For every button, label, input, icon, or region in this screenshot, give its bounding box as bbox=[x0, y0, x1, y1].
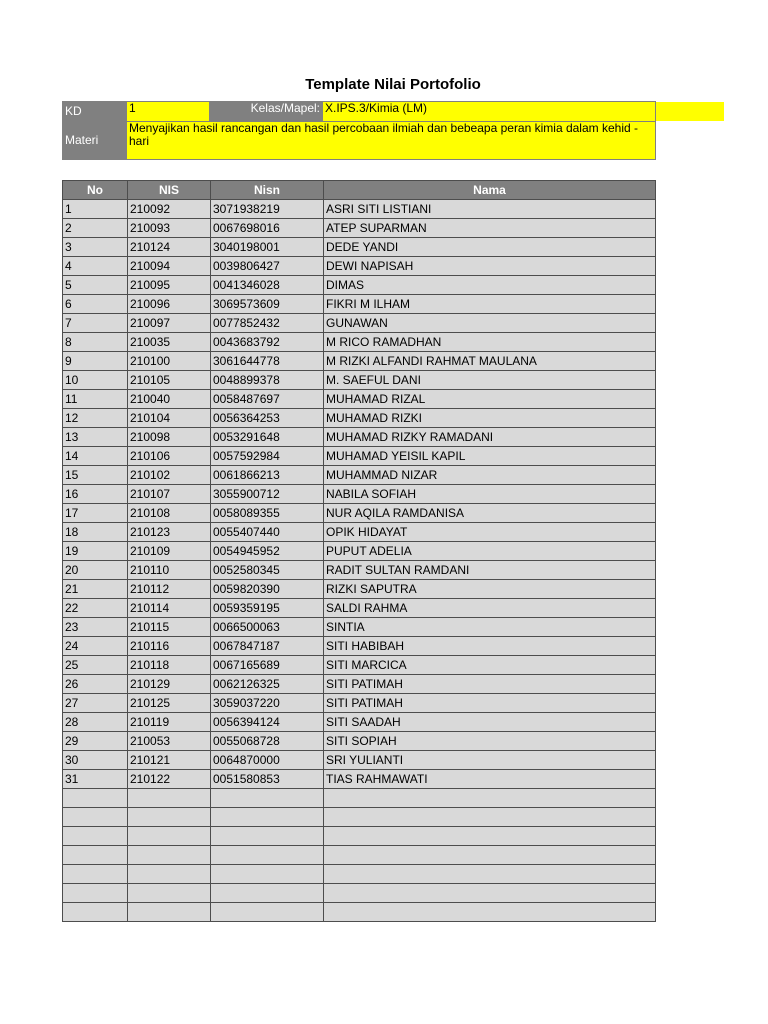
cell-nama[interactable]: NUR AQILA RAMDANISA bbox=[324, 504, 656, 523]
table-row bbox=[63, 884, 656, 903]
table-row bbox=[63, 542, 656, 561]
table-row bbox=[63, 371, 656, 390]
cell-nisn[interactable]: 0059359195 bbox=[211, 599, 324, 618]
cell-no[interactable]: 7 bbox=[63, 314, 128, 333]
table-row bbox=[63, 238, 656, 257]
cell-no[interactable]: 11 bbox=[63, 390, 128, 409]
cell-nama[interactable]: RIZKI SAPUTRA bbox=[324, 580, 656, 599]
cell-nisn[interactable]: 3040198001 bbox=[211, 238, 324, 257]
cell-nisn[interactable] bbox=[211, 903, 324, 922]
cell-nis[interactable]: 210102 bbox=[128, 466, 211, 485]
cell-nisn[interactable]: 0064870000 bbox=[211, 751, 324, 770]
cell-nis[interactable]: 210035 bbox=[128, 333, 211, 352]
cell-nisn[interactable] bbox=[211, 884, 324, 903]
cell-nisn[interactable]: 0041346028 bbox=[211, 276, 324, 295]
cell-nis[interactable] bbox=[128, 865, 211, 884]
cell-nis[interactable]: 210105 bbox=[128, 371, 211, 390]
cell-nis[interactable]: 210118 bbox=[128, 656, 211, 675]
cell-nama[interactable]: MUHAMAD RIZKY RAMADANI bbox=[324, 428, 656, 447]
cell-nis[interactable]: 210119 bbox=[128, 713, 211, 732]
page-title: Template Nilai Portofolio bbox=[305, 76, 481, 93]
table-row bbox=[63, 865, 656, 884]
table-row bbox=[63, 713, 656, 732]
cell-nisn[interactable]: 0058089355 bbox=[211, 504, 324, 523]
cell-nama[interactable]: DEWI NAPISAH bbox=[324, 257, 656, 276]
cell-no[interactable] bbox=[63, 827, 128, 846]
cell-nis[interactable]: 210040 bbox=[128, 390, 211, 409]
cell-no[interactable]: 26 bbox=[63, 675, 128, 694]
table-row bbox=[63, 694, 656, 713]
cell-no[interactable]: 22 bbox=[63, 599, 128, 618]
cell-nama[interactable]: ATEP SUPARMAN bbox=[324, 219, 656, 238]
table-row bbox=[63, 257, 656, 276]
cell-nis[interactable] bbox=[128, 789, 211, 808]
cell-no[interactable]: 14 bbox=[63, 447, 128, 466]
cell-no[interactable] bbox=[63, 903, 128, 922]
table-row bbox=[63, 409, 656, 428]
cell-no[interactable]: 5 bbox=[63, 276, 128, 295]
cell-nama[interactable]: DIMAS bbox=[324, 276, 656, 295]
cell-nama[interactable] bbox=[324, 884, 656, 903]
cell-nis[interactable]: 210129 bbox=[128, 675, 211, 694]
table-row bbox=[63, 390, 656, 409]
cell-nisn[interactable]: 0055068728 bbox=[211, 732, 324, 751]
cell-nisn[interactable]: 0051580853 bbox=[211, 770, 324, 789]
cell-nama[interactable]: SALDI RAHMA bbox=[324, 599, 656, 618]
cell-nisn[interactable]: 3059037220 bbox=[211, 694, 324, 713]
table-row bbox=[63, 352, 656, 371]
cell-nis[interactable]: 210053 bbox=[128, 732, 211, 751]
table-row bbox=[63, 466, 656, 485]
cell-no[interactable] bbox=[63, 789, 128, 808]
cell-nama[interactable]: SITI PATIMAH bbox=[324, 694, 656, 713]
cell-nis[interactable]: 210121 bbox=[128, 751, 211, 770]
cell-no[interactable] bbox=[63, 846, 128, 865]
materi-row bbox=[63, 122, 656, 160]
cell-no[interactable]: 9 bbox=[63, 352, 128, 371]
table-row bbox=[63, 428, 656, 447]
table-row bbox=[63, 808, 656, 827]
table-row bbox=[63, 504, 656, 523]
table-row bbox=[63, 789, 656, 808]
table-row bbox=[63, 656, 656, 675]
cell-no[interactable]: 8 bbox=[63, 333, 128, 352]
materi-label: Materi bbox=[63, 122, 127, 160]
cell-nama[interactable] bbox=[324, 846, 656, 865]
cell-nis[interactable]: 210095 bbox=[128, 276, 211, 295]
cell-no[interactable]: 16 bbox=[63, 485, 128, 504]
cell-nama[interactable]: TIAS RAHMAWATI bbox=[324, 770, 656, 789]
cell-no[interactable]: 19 bbox=[63, 542, 128, 561]
header-nisn: Nisn bbox=[211, 181, 324, 200]
cell-nisn[interactable]: 0057592984 bbox=[211, 447, 324, 466]
cell-nisn[interactable]: 0077852432 bbox=[211, 314, 324, 333]
cell-no[interactable]: 17 bbox=[63, 504, 128, 523]
cell-nisn[interactable]: 0067698016 bbox=[211, 219, 324, 238]
cell-no[interactable] bbox=[63, 808, 128, 827]
cell-nama[interactable]: SITI HABIBAH bbox=[324, 637, 656, 656]
cell-nis[interactable]: 210094 bbox=[128, 257, 211, 276]
cell-nama[interactable]: FIKRI M ILHAM bbox=[324, 295, 656, 314]
cell-nisn[interactable]: 0055407440 bbox=[211, 523, 324, 542]
kd-row bbox=[63, 102, 656, 122]
kd-value-cell[interactable]: 1 bbox=[127, 102, 210, 122]
cell-nisn[interactable]: 3071938219 bbox=[211, 200, 324, 219]
cell-nis[interactable]: 210093 bbox=[128, 219, 211, 238]
table-row bbox=[63, 314, 656, 333]
cell-nis[interactable]: 210123 bbox=[128, 523, 211, 542]
cell-nisn[interactable] bbox=[211, 789, 324, 808]
cell-nisn[interactable] bbox=[211, 827, 324, 846]
kelas-value-cell[interactable]: X.IPS.3/Kimia (LM) bbox=[323, 102, 656, 122]
cell-nisn[interactable]: 0067847187 bbox=[211, 637, 324, 656]
table-row bbox=[63, 903, 656, 922]
table-row bbox=[63, 219, 656, 238]
cell-nama[interactable]: ASRI SITI LISTIANI bbox=[324, 200, 656, 219]
cell-nama[interactable]: MUHAMAD YEISIL KAPIL bbox=[324, 447, 656, 466]
kd-label: KD bbox=[63, 102, 127, 122]
cell-nis[interactable] bbox=[128, 827, 211, 846]
cell-no[interactable]: 2 bbox=[63, 219, 128, 238]
cell-nisn[interactable]: 0052580345 bbox=[211, 561, 324, 580]
cell-no[interactable]: 12 bbox=[63, 409, 128, 428]
cell-nis[interactable]: 210114 bbox=[128, 599, 211, 618]
cell-nama[interactable]: MUHAMAD RIZAL bbox=[324, 390, 656, 409]
cell-nama[interactable]: SINTIA bbox=[324, 618, 656, 637]
cell-nama[interactable]: SITI SOPIAH bbox=[324, 732, 656, 751]
cell-no[interactable]: 27 bbox=[63, 694, 128, 713]
cell-nis[interactable]: 210112 bbox=[128, 580, 211, 599]
student-table bbox=[62, 180, 656, 922]
cell-nama[interactable] bbox=[324, 827, 656, 846]
cell-nama[interactable] bbox=[324, 808, 656, 827]
cell-no[interactable] bbox=[63, 865, 128, 884]
cell-nisn[interactable]: 0056364253 bbox=[211, 409, 324, 428]
cell-nama[interactable]: M RICO RAMADHAN bbox=[324, 333, 656, 352]
table-body bbox=[63, 200, 656, 922]
cell-nisn[interactable]: 0053291648 bbox=[211, 428, 324, 447]
cell-nisn[interactable]: 3055900712 bbox=[211, 485, 324, 504]
table-row bbox=[63, 846, 656, 865]
cell-nama[interactable]: SITI MARCICA bbox=[324, 656, 656, 675]
cell-nisn[interactable]: 0056394124 bbox=[211, 713, 324, 732]
cell-nis[interactable]: 210110 bbox=[128, 561, 211, 580]
header-nis: NIS bbox=[128, 181, 211, 200]
materi-text: Menyajikan hasil rancangan dan hasil percobaan ilmiah dan bebeapa peran kimia dalam kehid - hari bbox=[129, 121, 638, 148]
cell-nis[interactable]: 210096 bbox=[128, 295, 211, 314]
table-row bbox=[63, 637, 656, 656]
cell-nama[interactable]: SITI PATIMAH bbox=[324, 675, 656, 694]
cell-nis[interactable]: 210115 bbox=[128, 618, 211, 637]
cell-nama[interactable]: MUHAMAD RIZKI bbox=[324, 409, 656, 428]
cell-nisn[interactable] bbox=[211, 846, 324, 865]
cell-nis[interactable]: 210092 bbox=[128, 200, 211, 219]
cell-nis[interactable]: 210104 bbox=[128, 409, 211, 428]
cell-nis[interactable] bbox=[128, 884, 211, 903]
cell-nis[interactable]: 210124 bbox=[128, 238, 211, 257]
table-row bbox=[63, 333, 656, 352]
table-header-row bbox=[63, 181, 656, 200]
cell-nisn[interactable]: 0043683792 bbox=[211, 333, 324, 352]
table-row bbox=[63, 770, 656, 789]
cell-nisn[interactable]: 0054945952 bbox=[211, 542, 324, 561]
cell-nama[interactable]: NABILA SOFIAH bbox=[324, 485, 656, 504]
cell-nisn[interactable]: 0058487697 bbox=[211, 390, 324, 409]
cell-nama[interactable]: MUHAMMAD NIZAR bbox=[324, 466, 656, 485]
cell-nis[interactable]: 210108 bbox=[128, 504, 211, 523]
kelas-label: Kelas/Mapel: bbox=[210, 102, 323, 122]
cell-nisn[interactable]: 0039806427 bbox=[211, 257, 324, 276]
cell-no[interactable]: 28 bbox=[63, 713, 128, 732]
cell-nis[interactable]: 210106 bbox=[128, 447, 211, 466]
table-row bbox=[63, 618, 656, 637]
table-row bbox=[63, 827, 656, 846]
cell-nis[interactable] bbox=[128, 903, 211, 922]
table-row bbox=[63, 276, 656, 295]
table-row bbox=[63, 523, 656, 542]
table-row bbox=[63, 599, 656, 618]
info-table bbox=[62, 101, 656, 160]
yellow-fill-extension bbox=[655, 102, 724, 121]
cell-no[interactable]: 1 bbox=[63, 200, 128, 219]
cell-nis[interactable]: 210109 bbox=[128, 542, 211, 561]
cell-nisn[interactable]: 3061644778 bbox=[211, 352, 324, 371]
table-row bbox=[63, 447, 656, 466]
cell-nis[interactable] bbox=[128, 846, 211, 865]
cell-nama[interactable]: DEDE YANDI bbox=[324, 238, 656, 257]
cell-nama[interactable]: RADIT SULTAN RAMDANI bbox=[324, 561, 656, 580]
cell-no[interactable] bbox=[63, 884, 128, 903]
cell-nama[interactable]: M RIZKI ALFANDI RAHMAT MAULANA bbox=[324, 352, 656, 371]
materi-value-cell[interactable] bbox=[127, 122, 656, 160]
cell-no[interactable]: 29 bbox=[63, 732, 128, 751]
cell-nis[interactable]: 210097 bbox=[128, 314, 211, 333]
table-row bbox=[63, 751, 656, 770]
cell-nisn[interactable]: 0059820390 bbox=[211, 580, 324, 599]
cell-no[interactable]: 15 bbox=[63, 466, 128, 485]
cell-no[interactable]: 10 bbox=[63, 371, 128, 390]
cell-no[interactable]: 21 bbox=[63, 580, 128, 599]
cell-nisn[interactable] bbox=[211, 865, 324, 884]
cell-no[interactable]: 31 bbox=[63, 770, 128, 789]
cell-nama[interactable]: SITI SAADAH bbox=[324, 713, 656, 732]
cell-nisn[interactable]: 0062126325 bbox=[211, 675, 324, 694]
cell-nama[interactable]: M. SAEFUL DANI bbox=[324, 371, 656, 390]
cell-nis[interactable]: 210116 bbox=[128, 637, 211, 656]
table-row bbox=[63, 200, 656, 219]
cell-nis[interactable]: 210098 bbox=[128, 428, 211, 447]
cell-no[interactable]: 25 bbox=[63, 656, 128, 675]
cell-nis[interactable]: 210122 bbox=[128, 770, 211, 789]
cell-no[interactable]: 30 bbox=[63, 751, 128, 770]
cell-no[interactable]: 20 bbox=[63, 561, 128, 580]
cell-nama[interactable]: PUPUT ADELIA bbox=[324, 542, 656, 561]
cell-nama[interactable]: SRI YULIANTI bbox=[324, 751, 656, 770]
cell-nisn[interactable]: 3069573609 bbox=[211, 295, 324, 314]
cell-no[interactable]: 3 bbox=[63, 238, 128, 257]
cell-nama[interactable] bbox=[324, 789, 656, 808]
cell-nisn[interactable]: 0048899378 bbox=[211, 371, 324, 390]
cell-nama[interactable] bbox=[324, 903, 656, 922]
cell-no[interactable]: 23 bbox=[63, 618, 128, 637]
cell-nis[interactable]: 210125 bbox=[128, 694, 211, 713]
cell-nisn[interactable]: 0067165689 bbox=[211, 656, 324, 675]
table-row bbox=[63, 295, 656, 314]
cell-nisn[interactable] bbox=[211, 808, 324, 827]
cell-nisn[interactable]: 0061866213 bbox=[211, 466, 324, 485]
cell-no[interactable]: 13 bbox=[63, 428, 128, 447]
table-row bbox=[63, 485, 656, 504]
cell-nama[interactable]: GUNAWAN bbox=[324, 314, 656, 333]
cell-no[interactable]: 4 bbox=[63, 257, 128, 276]
header-no: No bbox=[63, 181, 128, 200]
cell-no[interactable]: 24 bbox=[63, 637, 128, 656]
cell-no[interactable]: 6 bbox=[63, 295, 128, 314]
cell-nis[interactable]: 210107 bbox=[128, 485, 211, 504]
cell-nama[interactable]: OPIK HIDAYAT bbox=[324, 523, 656, 542]
table-row bbox=[63, 580, 656, 599]
cell-nis[interactable]: 210100 bbox=[128, 352, 211, 371]
cell-nisn[interactable]: 0066500063 bbox=[211, 618, 324, 637]
table-row bbox=[63, 561, 656, 580]
table-row bbox=[63, 675, 656, 694]
table-row bbox=[63, 732, 656, 751]
cell-nama[interactable] bbox=[324, 865, 656, 884]
header-nama: Nama bbox=[324, 181, 656, 200]
cell-nis[interactable] bbox=[128, 808, 211, 827]
cell-no[interactable]: 18 bbox=[63, 523, 128, 542]
